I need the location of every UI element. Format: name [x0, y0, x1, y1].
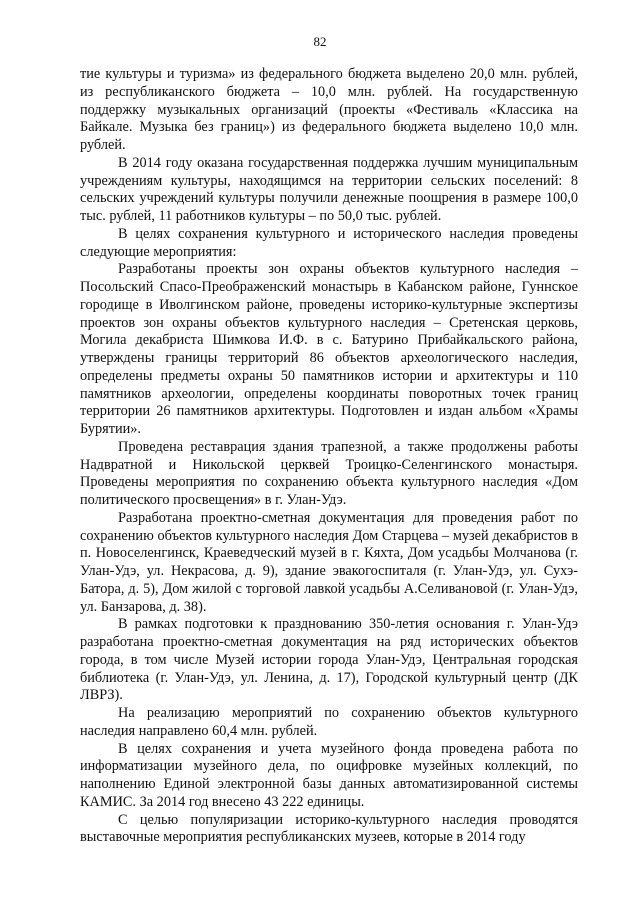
body-text	[80, 66, 578, 847]
paragraph: В целях сохранения и учета музейного фонда проведена работа по информатизации музейного дела, по оцифровке музейных коллекций, по наполнению Единой электронной базы данных автоматизированной системы КАМИС. За 2014 год внесено 43 222 единицы.	[80, 740, 578, 810]
page-number: 82	[313, 34, 327, 49]
paragraph: тие культуры и туризма» из федерального бюджета выделено 20,0 млн. рублей, из республиканского бюджета – 10,0 млн. рублей. На государственную поддержку музыкальных организаций (проекты «Фестиваль «Классика на Байкале. Музыка без границ») из федерального бюджета выделено 10,0 млн. рублей.	[80, 66, 578, 153]
paragraph: В рамках подготовки к празднованию 350-летия основания г. Улан-Удэ разработана проектно-сметная документация на ряд исторических объектов города, в том числе Музей истории города Улан-Удэ, Центральная городская библиотека (г. Улан-Удэ, ул. Ленина, д. 17), Городской культурный центр (ДК ЛВРЗ).	[80, 616, 578, 704]
paragraph: Разработана проектно-сметная документация для проведения работ по сохранению объектов культурного наследия Дом Старцева – музей декабристов в п. Новоселенгинск, Краеведческий музей в г. Кяхта, Дом усадьбы Молчанова (г. Улан-Удэ, ул. Некрасова, д. 9), здание эвакогоспиталя (г. Улан-Удэ, ул. Сухэ-Батора, д. 5), Дом жилой с торговой лавкой усадьбы А.Селивановой (г. Улан-Удэ, ул. Банзарова, д. 38).	[80, 509, 578, 615]
paragraph: В целях сохранения культурного и исторического наследия проведены следующие мероприятия:	[80, 225, 578, 260]
paragraph: На реализацию мероприятий по сохранению объектов культурного наследия направлено 60,4 млн. рублей.	[80, 705, 578, 739]
paragraph: С целью популяризации историко-культурного наследия проводятся выставочные мероприятия республиканских музеев, которые в 2014 году	[80, 811, 578, 846]
paragraph: В 2014 году оказана государственная поддержка лучшим муниципальным учреждениям культуры, находящимся на территории сельских поселений: 8 сельских учреждений культуры получили денежные поощрения в размере 100,0 тыс. рублей, 11 работников культуры – по 50,0 тыс. рублей.	[80, 154, 578, 224]
paragraph: Проведена реставрация здания трапезной, а также продолжены работы Надвратной и Никольской церквей Троицко-Селенгинского монастыря. Проведены мероприятия по сохранению объекта культурного наследия «Дом политического просвещения» в г. Улан-Удэ.	[80, 438, 578, 508]
paragraph: Разработаны проекты зон охраны объектов культурного наследия – Посольский Спасо-Преображенский монастырь в Кабанском районе, Гуннское городище в Иволгинском районе, проведены историко-культурные экспертизы проектов зон охраны объектов культурного наследия – Сретенская церковь, Могила декабриста Шимкова И.Ф. в с. Батурино Прибайкальского района, утверждены границы территорий 86 объектов археологического наследия, определены предметы охраны 50 памятников истории и архитектуры и 110 памятников археологии, определены координаты поворотных точек границ территории 26 памятников архитектуры. Подготовлен и издан альбом «Храмы Бурятии».	[80, 261, 578, 437]
